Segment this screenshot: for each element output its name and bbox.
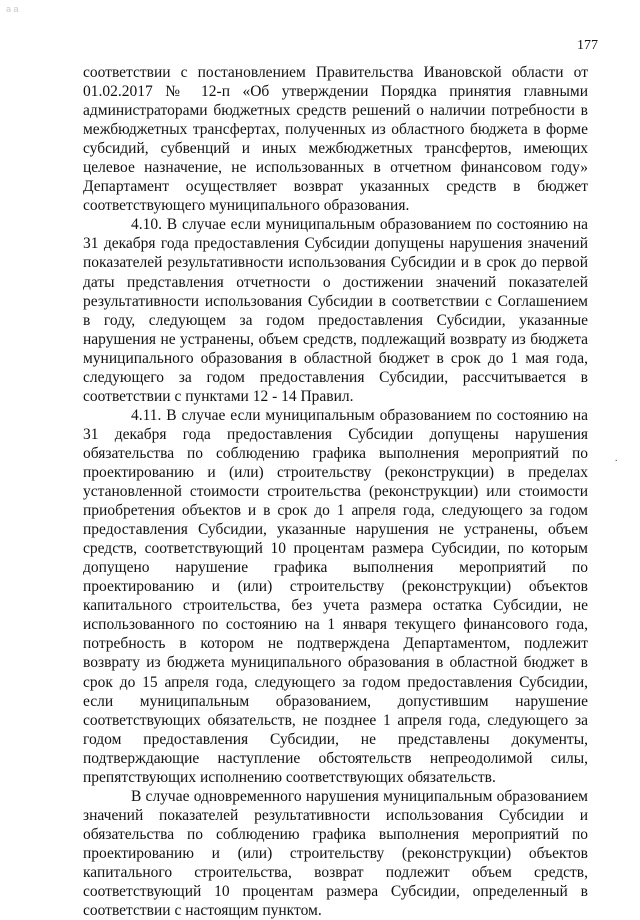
paragraph-4-11: 4.11. В случае если муниципальным образованием по состоянию на 31 декабря года предоставления Субсидии допущены нарушения обязательства по соблюдению графика выполнения мероприятий по проектированию и (или) строительству (реконструкции) в пределах установленной стоимости строительства (реконструкции) или стоимости приобретения объектов и в срок до 1 апреля года, следующего за годом предоставления Субсидии, указанные нарушения не устранены, объем средств, соответствующий 10 процентам размера Субсидии, по которым допущено нарушение графика выполнения мероприятий по проектированию и (или) строительству (реконструкции) объектов капитального строительства, без учета размера остатка Субсидии, не использованного по состоянию на 1 января текущего финансового года, потребность в котором не подтверждена Департаментом, подлежит возврату из бюджета муниципального образования в областной бюджет в срок до 15 апреля года, следующего за годом предоставления Субсидии, если муниципальным образованием, допустившим нарушение соответствующих обязательств, не позднее 1 апреля года, следующего за годом предоставления Субсидии, не представлены документы, подтверждающие наступление обстоятельств непреодолимой силы, препятствующих исполнению соответствующих обязательств. [83,406,588,786]
paragraph-4-10: 4.10. В случае если муниципальным образованием по состоянию на 31 декабря года предоставления Субсидии допущены нарушения значений показателей результативности использования Субсидии и в срок до первой даты представления отчетности о достижении значений показателей результативности использования Субсидии в соответствии с Соглашением в году, следующем за годом предоставления Субсидии, указанные нарушения не устранены, объем средств, подлежащий возврату из бюджета муниципального образования в областной бюджет в срок до 1 мая года, следующего за годом предоставления Субсидии, рассчитывается в соответствии с пунктами 12 - 14 Правил. [83,216,588,405]
paragraph-continuation: соответствии с постановлением Правительства Ивановской области от 01.02.2017 № 12-п «Об утверждении Порядка принятия главными администраторами бюджетных средств решений о наличии потребности в межбюджетных трансфертах, полученных из областного бюджета в форме субсидий, субвенций и иных межбюджетных трансфертов, имеющих целевое назначение, не использованных в отчетном финансовом году» Департамент осуществляет возврат указанных средств в бюджет соответствующего муниципального образования. [83,64,588,215]
document-body [83,63,588,920]
page-number: 177 [577,38,598,53]
paragraph-simultaneous-violation: В случае одновременного нарушения муниципальным образованием значений показателей результативности использования Субсидии и обязательства по соблюдению графика выполнения мероприятий по проектированию и (или) строительству (реконструкции) объектов капитального строительства, возврат подлежит объем средств, соответствующий 10 процентам размера Субсидии, определенный в соответствии с настоящим пунктом. [83,787,588,920]
scan-corner-mark: а а [6,4,19,14]
margin-mark: · [614,455,618,467]
